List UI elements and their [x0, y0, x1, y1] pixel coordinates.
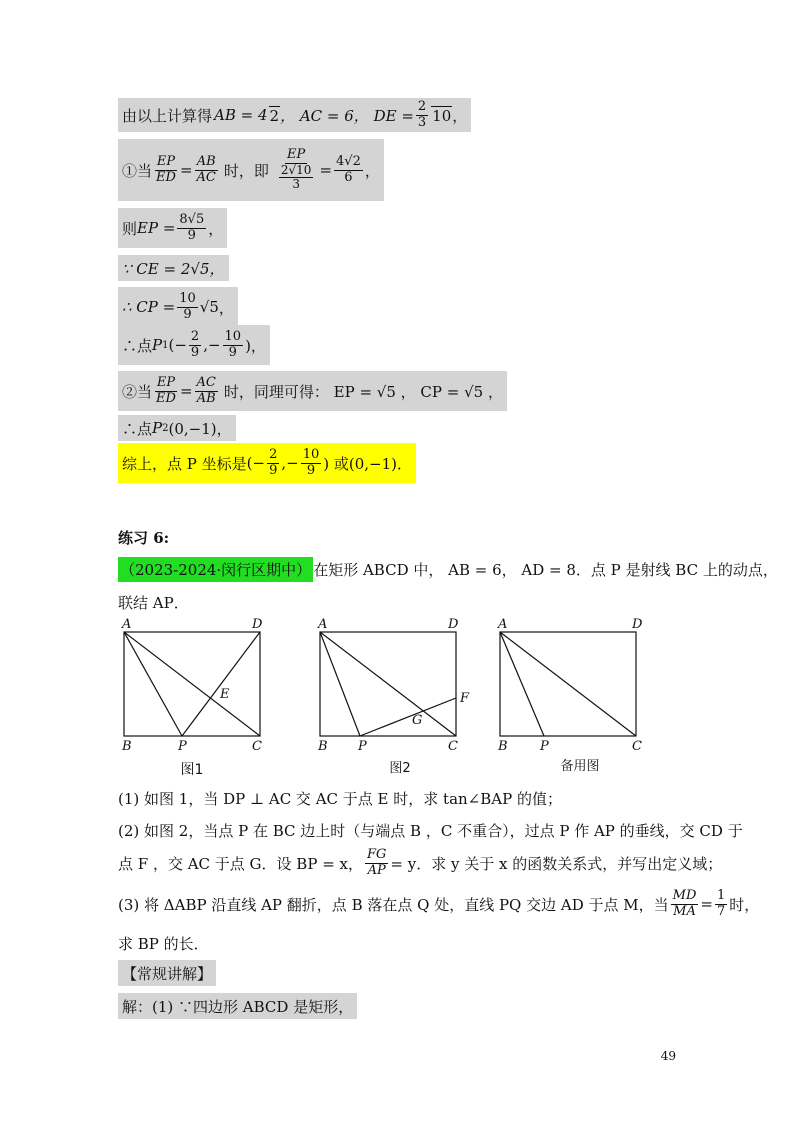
label-d: D	[252, 617, 263, 632]
text: (0,−1)，	[168, 419, 232, 438]
calc-line-3	[118, 208, 227, 248]
calc-line-6	[118, 325, 270, 365]
fraction: $\frac{2}{9}$	[190, 328, 200, 360]
text: )，	[245, 336, 266, 355]
label-d: D	[448, 617, 459, 632]
fraction: $\frac{MD}{MA}$	[672, 887, 697, 919]
math: ∵ CE = 2√5，	[122, 259, 225, 278]
calc-line-4	[118, 255, 229, 281]
exercise-intro-2: 联结 AP．	[118, 593, 189, 612]
question-2-line-2	[118, 843, 722, 883]
solution-line-1: 解：(1) ∵四边形 ABCD 是矩形，	[118, 993, 357, 1019]
label-p: P	[358, 739, 367, 754]
text: (−	[168, 336, 187, 354]
segment-pf	[360, 698, 456, 736]
math: P	[152, 336, 163, 354]
text: ，	[218, 298, 234, 317]
text: ,−	[281, 454, 299, 472]
text: ，	[208, 219, 224, 238]
question-3-line-1	[118, 884, 759, 924]
text: 点 F ，交 AC 于点 G．设 BP = x，	[118, 854, 363, 873]
text: ,−	[203, 336, 221, 354]
fraction: $\frac{10}{9}$	[179, 290, 196, 322]
math: P	[152, 419, 163, 437]
label-e: E	[220, 687, 230, 702]
text: ∴点	[122, 336, 153, 355]
text: =	[179, 161, 193, 179]
text: ，	[364, 161, 380, 180]
label-c: C	[252, 739, 262, 754]
label-a: A	[498, 617, 508, 632]
math: ∴ CP =	[122, 298, 176, 316]
text: 由以上计算得	[122, 106, 213, 125]
text: ) 或(0,−1)．	[323, 454, 412, 473]
calc-line-2	[118, 139, 384, 201]
text: (3) 将 ΔABP 沿直线 AP 翻折，点 B 落在点 Q 处，直线 PQ 交边 AD 于点 M，当	[118, 895, 669, 914]
math: AB = 4	[214, 106, 268, 124]
label-a: A	[122, 617, 132, 632]
exercise-title: 练习 6:	[118, 528, 170, 547]
label-b: B	[318, 739, 328, 754]
segment-ap	[124, 632, 182, 736]
segment-ac	[500, 632, 636, 736]
figure-2-caption: 图2	[389, 761, 411, 776]
label-b: B	[122, 739, 132, 754]
text: 在矩形 ABCD 中， AB = 6， AD = 8．点 P 是射线 BC 上的动点，	[313, 560, 778, 579]
fraction: $\frac{8√5}{9}$	[179, 211, 205, 243]
text: =	[700, 895, 713, 913]
text: 时，	[729, 895, 760, 914]
label-p: P	[540, 739, 549, 754]
fraction: $\frac{4√2}{6}$	[336, 153, 361, 185]
text: 时，同理可得： EP = √5 ， CP = √5 ，	[223, 382, 503, 401]
text: =	[319, 161, 333, 179]
label-g: G	[412, 713, 423, 728]
exercise-intro	[118, 555, 778, 583]
fraction: $\frac{EP}{ED}$	[156, 153, 176, 185]
text: ，	[452, 106, 468, 125]
text: 综上，点 P 坐标是	[122, 454, 247, 473]
math: ， AC = 6， DE =	[280, 106, 414, 125]
subscript: 2	[162, 422, 169, 434]
page-number: 49	[660, 1049, 676, 1063]
calc-line-5	[118, 287, 238, 327]
fraction: $\frac{2}{3}$	[417, 98, 427, 130]
label-c: C	[448, 739, 458, 754]
text: (−	[246, 454, 266, 472]
text: =	[179, 382, 193, 400]
math: EP =	[137, 219, 176, 237]
fraction: $\frac{EP}{ED}$	[156, 374, 176, 406]
figure-3-caption: 备用图	[560, 759, 600, 774]
calc-line-8	[118, 415, 236, 441]
math: √5	[199, 298, 219, 316]
question-2-line-1: (2) 如图 2，当点 P 在 BC 边上时（与端点 B ，C 不重合），过点 P 作 AP 的垂线，交 CD 于	[118, 821, 743, 840]
fraction: $\frac{FG}{AP}$	[367, 846, 387, 878]
label-b: B	[498, 739, 508, 754]
source-badge: （2023-2024·闵行区期中）	[118, 557, 313, 582]
text: ①当	[122, 161, 153, 180]
fraction: $\frac{AC}{AB}$	[196, 374, 216, 406]
radicand: 10	[432, 106, 452, 125]
text: 则	[122, 219, 138, 238]
text: = y．求 y 关于 x 的函数关系式，并写出定义域；	[390, 854, 723, 873]
figure-3	[488, 612, 648, 777]
section-heading: 【常规讲解】	[118, 960, 216, 986]
fraction: $\frac{10}{9}$	[224, 328, 242, 360]
conclusion-line	[118, 443, 416, 483]
segment-ap	[500, 632, 544, 736]
calc-line-1	[118, 98, 471, 132]
fraction: $\frac{AB}{AC}$	[196, 153, 216, 185]
fraction: $\frac{10}{9}$	[302, 446, 320, 478]
figure-1-caption: 图1	[180, 762, 204, 777]
question-3-line-2: 求 BP 的长．	[118, 934, 209, 953]
figure-1	[112, 612, 272, 777]
fraction: $\frac{2}{9}$	[269, 446, 278, 478]
label-f: F	[460, 691, 470, 706]
label-d: D	[632, 617, 643, 632]
figure-2	[308, 612, 488, 777]
segment-dp	[182, 632, 260, 736]
text: ∴点	[122, 419, 153, 438]
fraction: $\frac{EP}{\frac{2√10}{3}}$	[280, 146, 312, 192]
calc-line-7	[118, 371, 507, 411]
fraction: $\frac{1}{7}$	[716, 887, 726, 919]
question-1: (1) 如图 1，当 DP ⊥ AC 交 AC 于点 E 时，求 tan∠BAP 的值；	[118, 789, 562, 808]
label-p: P	[178, 739, 187, 754]
text: ②当	[122, 382, 153, 401]
text: 时，即	[223, 161, 269, 180]
radicand: 2	[269, 106, 280, 125]
label-a: A	[318, 617, 328, 632]
segment-ac	[124, 632, 260, 736]
subscript: 1	[162, 339, 169, 351]
label-c: C	[632, 739, 642, 754]
